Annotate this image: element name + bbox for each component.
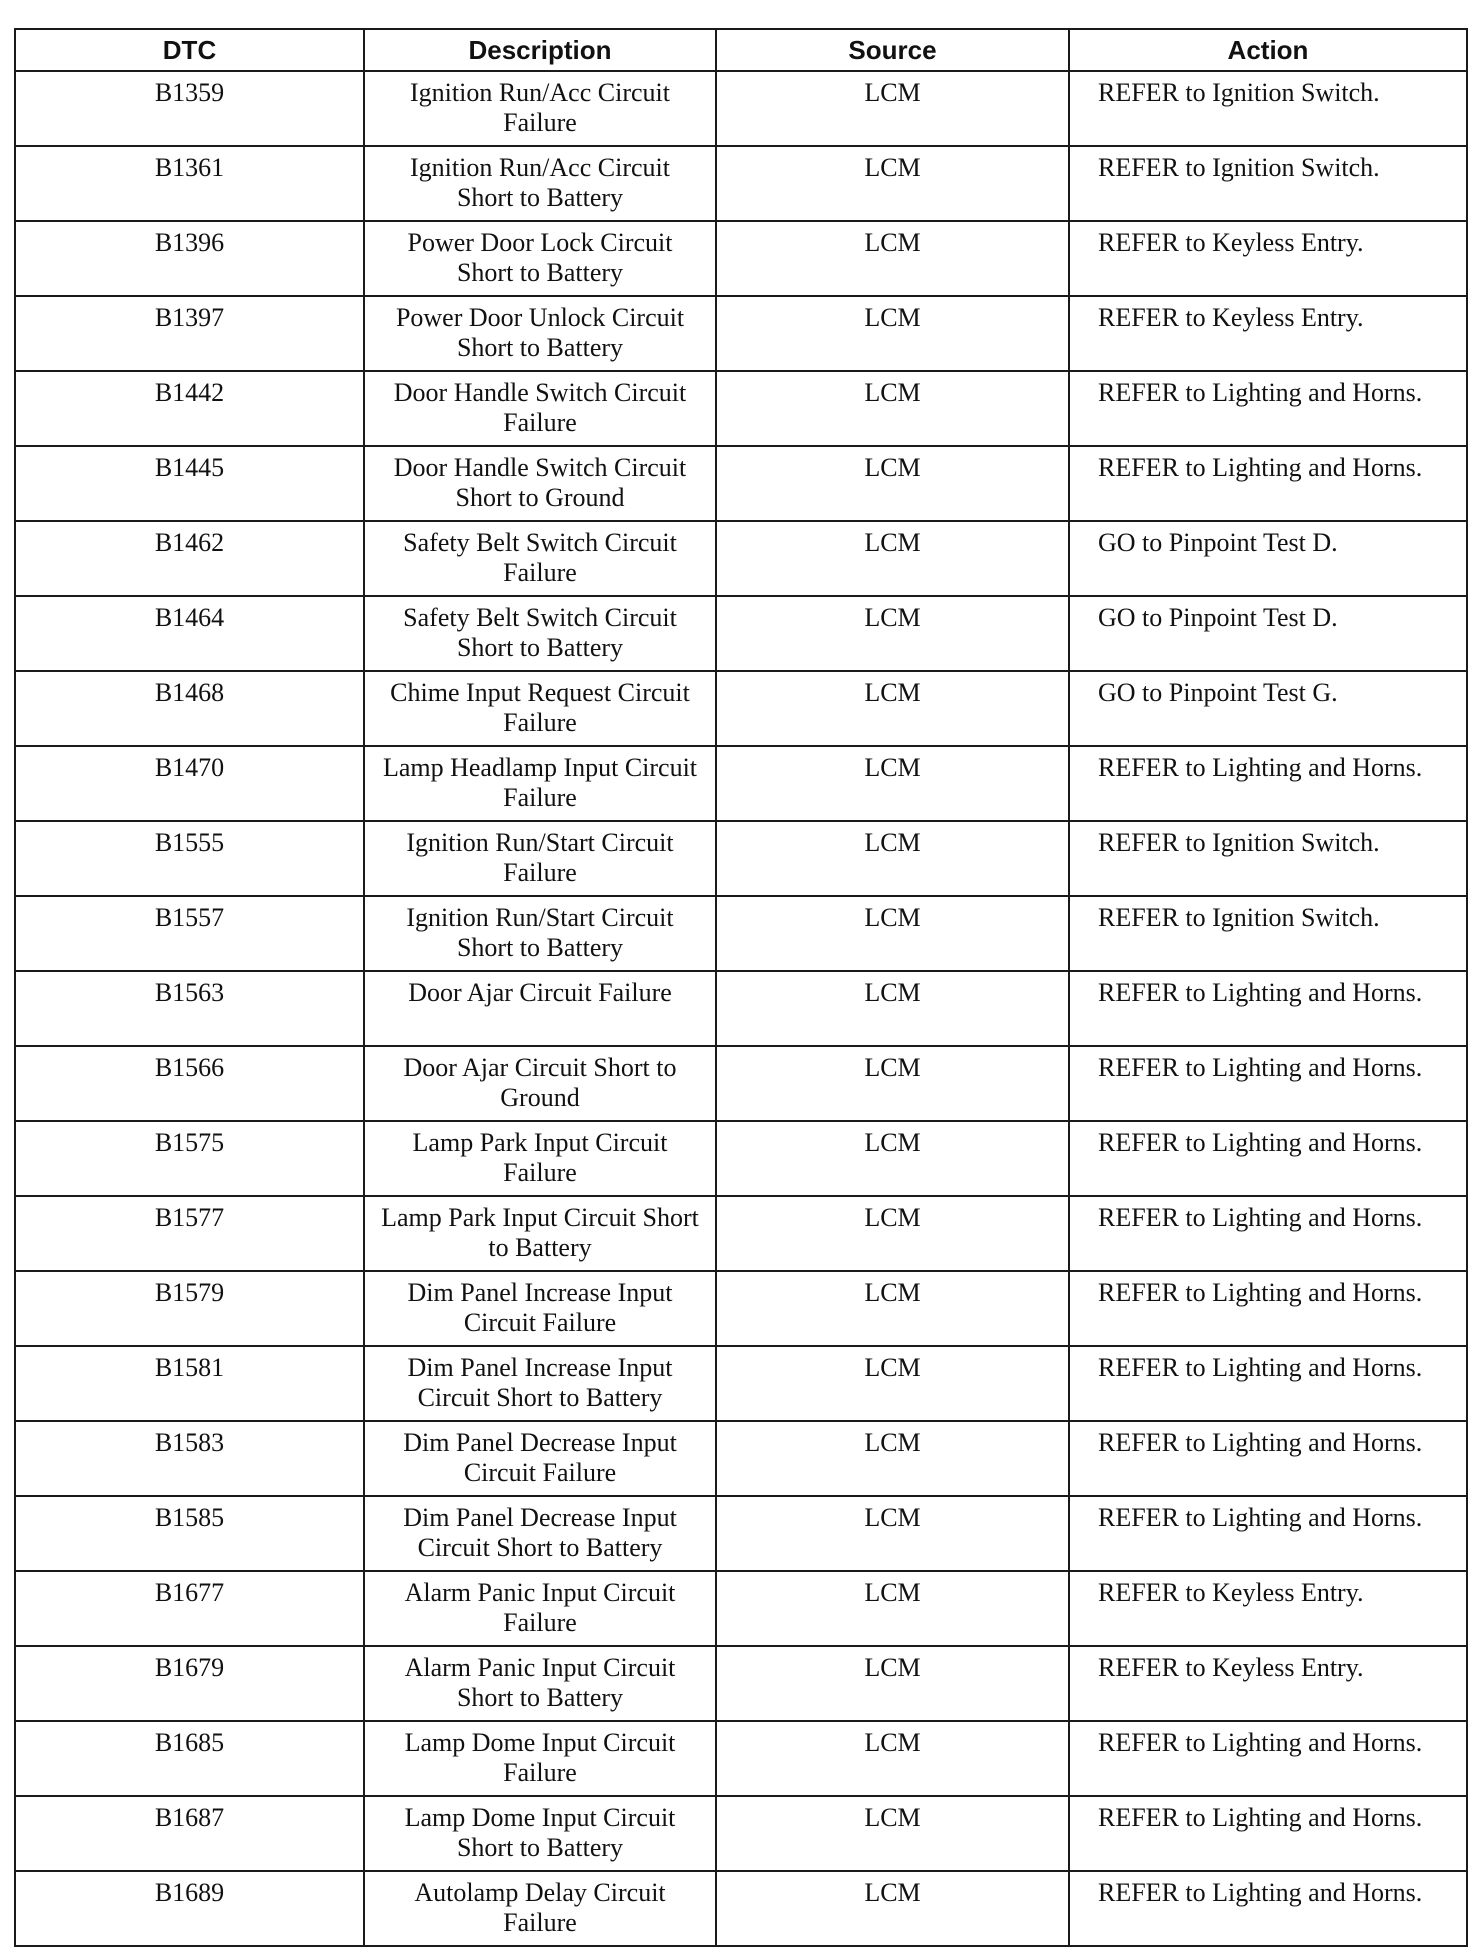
action-cell: REFER to Lighting and Horns. bbox=[1069, 1496, 1467, 1571]
source-cell: LCM bbox=[716, 371, 1069, 446]
dtc-code-cell: B1585 bbox=[15, 1496, 364, 1571]
description-cell: Lamp Headlamp Input Circuit Failure bbox=[364, 746, 716, 821]
action-cell: REFER to Keyless Entry. bbox=[1069, 296, 1467, 371]
table-row bbox=[15, 446, 1467, 521]
dtc-code-cell: B1468 bbox=[15, 671, 364, 746]
dtc-code-cell: B1462 bbox=[15, 521, 364, 596]
source-cell: LCM bbox=[716, 1121, 1069, 1196]
table-row bbox=[15, 1571, 1467, 1646]
source-cell: LCM bbox=[716, 146, 1069, 221]
dtc-code-cell: B1685 bbox=[15, 1721, 364, 1796]
table-row bbox=[15, 521, 1467, 596]
table-row bbox=[15, 1346, 1467, 1421]
source-cell: LCM bbox=[716, 1646, 1069, 1721]
action-cell: REFER to Ignition Switch. bbox=[1069, 821, 1467, 896]
action-cell: REFER to Lighting and Horns. bbox=[1069, 1346, 1467, 1421]
description-cell: Door Ajar Circuit Short to Ground bbox=[364, 1046, 716, 1121]
description-cell: Alarm Panic Input Circuit Short to Battery bbox=[364, 1646, 716, 1721]
table-row bbox=[15, 596, 1467, 671]
table-row bbox=[15, 896, 1467, 971]
table-row bbox=[15, 1196, 1467, 1271]
dtc-code-cell: B1679 bbox=[15, 1646, 364, 1721]
description-cell: Chime Input Request Circuit Failure bbox=[364, 671, 716, 746]
table-row bbox=[15, 671, 1467, 746]
table-row bbox=[15, 1496, 1467, 1571]
description-cell: Alarm Panic Input Circuit Failure bbox=[364, 1571, 716, 1646]
source-cell: LCM bbox=[716, 1271, 1069, 1346]
dtc-code-cell: B1445 bbox=[15, 446, 364, 521]
source-cell: LCM bbox=[716, 1496, 1069, 1571]
dtc-code-cell: B1470 bbox=[15, 746, 364, 821]
dtc-code-cell: B1583 bbox=[15, 1421, 364, 1496]
dtc-code-cell: B1677 bbox=[15, 1571, 364, 1646]
source-cell: LCM bbox=[716, 971, 1069, 1046]
dtc-code-cell: B1566 bbox=[15, 1046, 364, 1121]
source-cell: LCM bbox=[716, 1196, 1069, 1271]
action-cell: REFER to Ignition Switch. bbox=[1069, 146, 1467, 221]
source-cell: LCM bbox=[716, 71, 1069, 146]
action-cell: REFER to Lighting and Horns. bbox=[1069, 746, 1467, 821]
table-body bbox=[15, 71, 1467, 1946]
action-cell: REFER to Lighting and Horns. bbox=[1069, 1196, 1467, 1271]
action-cell: GO to Pinpoint Test G. bbox=[1069, 671, 1467, 746]
source-cell: LCM bbox=[716, 671, 1069, 746]
description-cell: Ignition Run/Acc Circuit Failure bbox=[364, 71, 716, 146]
description-cell: Dim Panel Decrease Input Circuit Failure bbox=[364, 1421, 716, 1496]
table-row bbox=[15, 746, 1467, 821]
description-cell: Lamp Dome Input Circuit Failure bbox=[364, 1721, 716, 1796]
table-row bbox=[15, 71, 1467, 146]
dtc-code-cell: B1555 bbox=[15, 821, 364, 896]
description-cell: Power Door Unlock Circuit Short to Battery bbox=[364, 296, 716, 371]
description-cell: Lamp Park Input Circuit Short to Battery bbox=[364, 1196, 716, 1271]
table-row bbox=[15, 371, 1467, 446]
description-cell: Safety Belt Switch Circuit Short to Battery bbox=[364, 596, 716, 671]
description-cell: Lamp Dome Input Circuit Short to Battery bbox=[364, 1796, 716, 1871]
table-row bbox=[15, 1121, 1467, 1196]
dtc-code-cell: B1464 bbox=[15, 596, 364, 671]
action-cell: GO to Pinpoint Test D. bbox=[1069, 521, 1467, 596]
table-row bbox=[15, 1796, 1467, 1871]
table-row bbox=[15, 1271, 1467, 1346]
dtc-code-cell: B1689 bbox=[15, 1871, 364, 1946]
source-cell: LCM bbox=[716, 1046, 1069, 1121]
table-row bbox=[15, 1871, 1467, 1946]
dtc-code-cell: B1359 bbox=[15, 71, 364, 146]
source-cell: LCM bbox=[716, 596, 1069, 671]
action-cell: REFER to Lighting and Horns. bbox=[1069, 971, 1467, 1046]
table-row bbox=[15, 221, 1467, 296]
action-cell: GO to Pinpoint Test D. bbox=[1069, 596, 1467, 671]
dtc-code-cell: B1442 bbox=[15, 371, 364, 446]
action-cell: REFER to Lighting and Horns. bbox=[1069, 1271, 1467, 1346]
dtc-table bbox=[14, 28, 1468, 1947]
description-cell: Lamp Park Input Circuit Failure bbox=[364, 1121, 716, 1196]
dtc-code-cell: B1577 bbox=[15, 1196, 364, 1271]
table-row bbox=[15, 1721, 1467, 1796]
dtc-code-cell: B1397 bbox=[15, 296, 364, 371]
source-cell: LCM bbox=[716, 296, 1069, 371]
source-cell: LCM bbox=[716, 746, 1069, 821]
dtc-code-cell: B1581 bbox=[15, 1346, 364, 1421]
description-cell: Door Ajar Circuit Failure bbox=[364, 971, 716, 1046]
dtc-code-cell: B1687 bbox=[15, 1796, 364, 1871]
source-cell: LCM bbox=[716, 1421, 1069, 1496]
source-cell: LCM bbox=[716, 1796, 1069, 1871]
dtc-code-cell: B1579 bbox=[15, 1271, 364, 1346]
description-cell: Ignition Run/Start Circuit Failure bbox=[364, 821, 716, 896]
action-cell: REFER to Lighting and Horns. bbox=[1069, 1046, 1467, 1121]
table-header-row bbox=[15, 29, 1467, 71]
description-cell: Safety Belt Switch Circuit Failure bbox=[364, 521, 716, 596]
dtc-code-cell: B1563 bbox=[15, 971, 364, 1046]
description-cell: Power Door Lock Circuit Short to Battery bbox=[364, 221, 716, 296]
action-cell: REFER to Lighting and Horns. bbox=[1069, 1796, 1467, 1871]
dtc-code-cell: B1396 bbox=[15, 221, 364, 296]
description-cell: Door Handle Switch Circuit Short to Ground bbox=[364, 446, 716, 521]
source-cell: LCM bbox=[716, 1346, 1069, 1421]
action-cell: REFER to Ignition Switch. bbox=[1069, 71, 1467, 146]
source-cell: LCM bbox=[716, 821, 1069, 896]
description-cell: Autolamp Delay Circuit Failure bbox=[364, 1871, 716, 1946]
description-cell: Dim Panel Increase Input Circuit Short to Battery bbox=[364, 1346, 716, 1421]
table-row bbox=[15, 1646, 1467, 1721]
description-cell: Dim Panel Increase Input Circuit Failure bbox=[364, 1271, 716, 1346]
source-cell: LCM bbox=[716, 521, 1069, 596]
table-row bbox=[15, 296, 1467, 371]
dtc-code-cell: B1361 bbox=[15, 146, 364, 221]
table-row bbox=[15, 146, 1467, 221]
action-cell: REFER to Lighting and Horns. bbox=[1069, 1121, 1467, 1196]
action-cell: REFER to Lighting and Horns. bbox=[1069, 1421, 1467, 1496]
description-cell: Ignition Run/Acc Circuit Short to Battery bbox=[364, 146, 716, 221]
action-cell: REFER to Keyless Entry. bbox=[1069, 1571, 1467, 1646]
dtc-code-cell: B1557 bbox=[15, 896, 364, 971]
description-cell: Door Handle Switch Circuit Failure bbox=[364, 371, 716, 446]
action-cell: REFER to Lighting and Horns. bbox=[1069, 446, 1467, 521]
header-action: Action bbox=[1069, 29, 1467, 71]
header-description: Description bbox=[364, 29, 716, 71]
action-cell: REFER to Keyless Entry. bbox=[1069, 221, 1467, 296]
table-row bbox=[15, 1046, 1467, 1121]
header-dtc: DTC bbox=[15, 29, 364, 71]
action-cell: REFER to Lighting and Horns. bbox=[1069, 1871, 1467, 1946]
description-cell: Dim Panel Decrease Input Circuit Short to Battery bbox=[364, 1496, 716, 1571]
source-cell: LCM bbox=[716, 221, 1069, 296]
action-cell: REFER to Ignition Switch. bbox=[1069, 896, 1467, 971]
table-row bbox=[15, 971, 1467, 1046]
source-cell: LCM bbox=[716, 1871, 1069, 1946]
dtc-code-cell: B1575 bbox=[15, 1121, 364, 1196]
description-cell: Ignition Run/Start Circuit Short to Battery bbox=[364, 896, 716, 971]
header-source: Source bbox=[716, 29, 1069, 71]
source-cell: LCM bbox=[716, 446, 1069, 521]
action-cell: REFER to Keyless Entry. bbox=[1069, 1646, 1467, 1721]
action-cell: REFER to Lighting and Horns. bbox=[1069, 1721, 1467, 1796]
source-cell: LCM bbox=[716, 1571, 1069, 1646]
table-row bbox=[15, 821, 1467, 896]
action-cell: REFER to Lighting and Horns. bbox=[1069, 371, 1467, 446]
table-row bbox=[15, 1421, 1467, 1496]
source-cell: LCM bbox=[716, 1721, 1069, 1796]
source-cell: LCM bbox=[716, 896, 1069, 971]
